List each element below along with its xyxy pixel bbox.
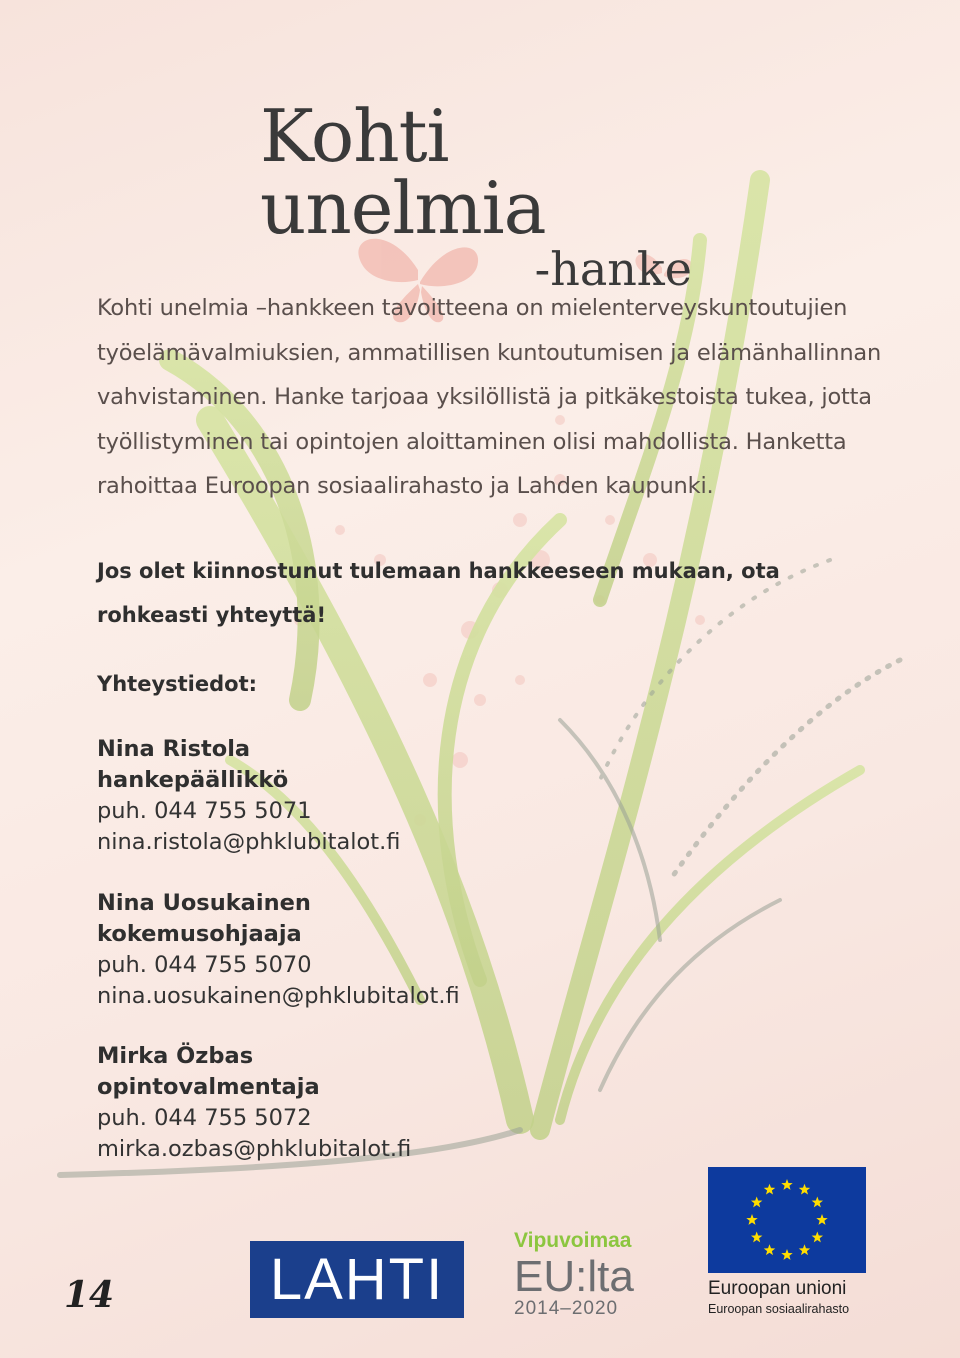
callout-text: Jos olet kiinnostunut tulemaan hankkeeseen mukaan, ota rohkeasti yhteyttä! xyxy=(97,559,780,627)
contact-card xyxy=(97,888,460,1012)
contact-card xyxy=(97,734,400,858)
vipuvoimaa-title: Vipuvoimaa xyxy=(514,1229,632,1252)
contact-name: Nina Ristola xyxy=(97,736,251,762)
contact-role: opintovalmentaja xyxy=(97,1074,320,1100)
eu-fund-name: Euroopan sosiaalirahasto xyxy=(708,1302,850,1316)
vipuvoimaa-eu: EU:lta xyxy=(514,1252,634,1301)
page-number: 14 xyxy=(64,1274,115,1316)
contact-phone: puh. 044 755 5071 xyxy=(97,798,312,824)
contact-role: hankepäällikkö xyxy=(97,767,289,793)
contact-email-link[interactable]: mirka.ozbas@phklubitalot.fi xyxy=(97,1136,412,1162)
contact-email-link[interactable]: nina.uosukainen@phklubitalot.fi xyxy=(97,983,460,1009)
document-title xyxy=(260,94,720,296)
lahti-logo-text: LAHTI xyxy=(269,1246,445,1312)
title-sub: -hanke xyxy=(534,242,692,296)
contact-email-link[interactable]: nina.ristola@phklubitalot.fi xyxy=(97,829,401,855)
title-main: Kohti unelmia xyxy=(260,94,546,250)
contact-phone: puh. 044 755 5070 xyxy=(97,952,312,978)
intro-paragraph: Kohti unelmia –hankkeen tavoitteena on mielenterveyskuntoutujien työelämävalmiuksien, ammatillisen kuntoutumisen ja elämänhallinnan vahvistaminen. Hanke tarjoaa yksilöllistä ja pitkäkestoista tukea, jotta työllistyminen tai opintojen aloittaminen olisi mahdollista. Hanketta rahoittaa Euroopan sosiaalirahasto ja Lahden kaupunki. xyxy=(97,295,882,499)
contact-name: Mirka Özbas xyxy=(97,1043,254,1069)
contacts-heading: Yhteystiedot: xyxy=(97,672,258,696)
contact-role: kokemusohjaaja xyxy=(97,921,302,947)
contact-phone: puh. 044 755 5072 xyxy=(97,1105,312,1131)
vipuvoimaa-years: 2014–2020 xyxy=(514,1298,619,1319)
vipuvoimaa-logo xyxy=(514,1230,654,1318)
contact-name: Nina Uosukainen xyxy=(97,890,311,916)
eu-name: Euroopan unioni xyxy=(708,1278,847,1299)
lahti-logo xyxy=(250,1241,464,1318)
eu-flag-icon xyxy=(708,1167,866,1273)
contact-card xyxy=(97,1041,411,1165)
